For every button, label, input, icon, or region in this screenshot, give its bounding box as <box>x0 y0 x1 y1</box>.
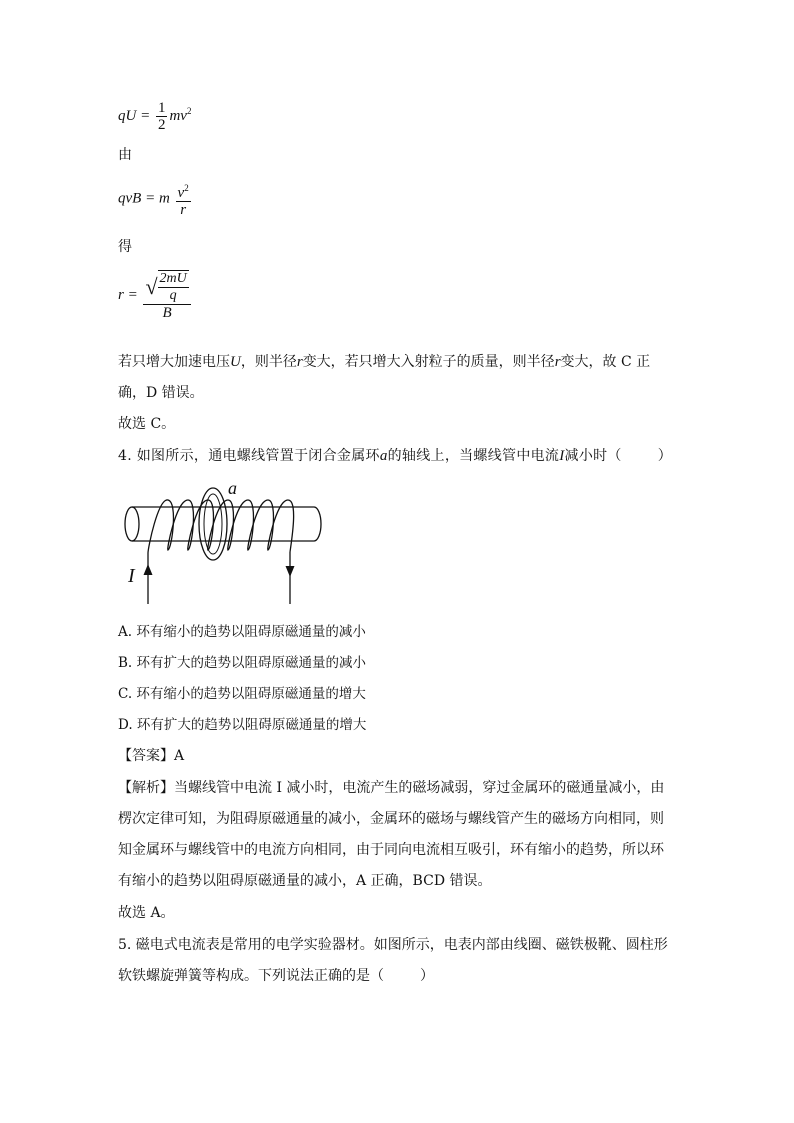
current-label: I <box>128 565 135 587</box>
equation-lhs: qU = <box>118 107 151 124</box>
equation-rhs: mv <box>169 107 187 124</box>
choose-c: 故选 C。 <box>118 416 176 432</box>
inner-numerator: 2mU <box>159 271 187 286</box>
analysis-4-line-1: 【解析】当螺线管中电流 I 减小时，电流产生的磁场减弱，穿过金属环的磁通量减小，由 <box>118 780 665 796</box>
question-5-line-2: 软铁螺旋弹簧等构成。下列说法正确的是（ ） <box>118 968 434 984</box>
analysis-4-line-2: 楞次定律可知，为阻碍原磁通量的减小，金属环的磁场与螺线管产生的磁场方向相同，则 <box>118 811 664 827</box>
text-you: 由 <box>118 147 132 163</box>
fraction <box>156 100 168 133</box>
analysis-line-2: 确，D 错误。 <box>118 385 204 401</box>
analysis-4-line-4: 有缩小的趋势以阻碍原磁通量的减小，A 正确，BCD 错误。 <box>118 873 492 889</box>
equation-lhs: qvB = m <box>118 190 170 207</box>
option-d[interactable]: D. 环有扩大的趋势以阻碍原磁通量的增大 <box>118 717 367 733</box>
inner-denominator: q <box>169 288 177 303</box>
equation-lhs: r = <box>118 287 138 303</box>
question-5-line-1: 5. 磁电式电流表是常用的电学实验器材。如图所示，电表内部由线圈、磁铁极靴、圆柱形 <box>118 937 668 953</box>
fraction-denominator: 2 <box>157 117 166 133</box>
exponent: 2 <box>184 183 189 193</box>
analysis-line-1: 若只增大加速电压U，则半径r变大，若只增大入射粒子的质量，则半径r变大，故 C 正 <box>118 354 651 370</box>
option-a[interactable]: A. 环有缩小的趋势以阻碍原磁通量的减小 <box>118 624 366 640</box>
exponent: 2 <box>186 105 192 116</box>
equation-lorentz <box>118 180 193 218</box>
solenoid-diagram <box>118 478 338 606</box>
fraction <box>143 270 190 321</box>
solenoid-figure <box>118 478 338 610</box>
fraction-numerator: 1 <box>157 100 166 116</box>
answer: 【答案】A <box>118 748 185 764</box>
equation-energy <box>118 100 191 133</box>
analysis-4-line-3: 知金属环与螺线管中的电流方向相同，由于同向电流相互吸引，环有缩小的趋势，所以环 <box>118 842 664 858</box>
arrow-down-icon <box>286 566 295 577</box>
text-de: 得 <box>118 239 132 255</box>
option-c[interactable]: C. 环有缩小的趋势以阻碍原磁通量的增大 <box>118 686 366 702</box>
ring-label: a <box>228 478 237 498</box>
fraction-numerator: v <box>177 185 185 201</box>
fraction <box>176 180 191 218</box>
equation-radius <box>118 270 193 321</box>
option-b[interactable]: B. 环有扩大的趋势以阻碍原磁通量的减小 <box>118 655 367 671</box>
fraction-denominator: B <box>162 305 172 321</box>
arrow-up-icon <box>144 564 153 575</box>
choose-a: 故选 A。 <box>118 905 175 921</box>
fraction-denominator: r <box>180 202 187 218</box>
sqrt-icon: √ <box>145 274 158 299</box>
question-4-stem: 4. 如图所示，通电螺线管置于闭合金属环a的轴线上，当螺线管中电流I减小时（ ） <box>118 448 673 464</box>
